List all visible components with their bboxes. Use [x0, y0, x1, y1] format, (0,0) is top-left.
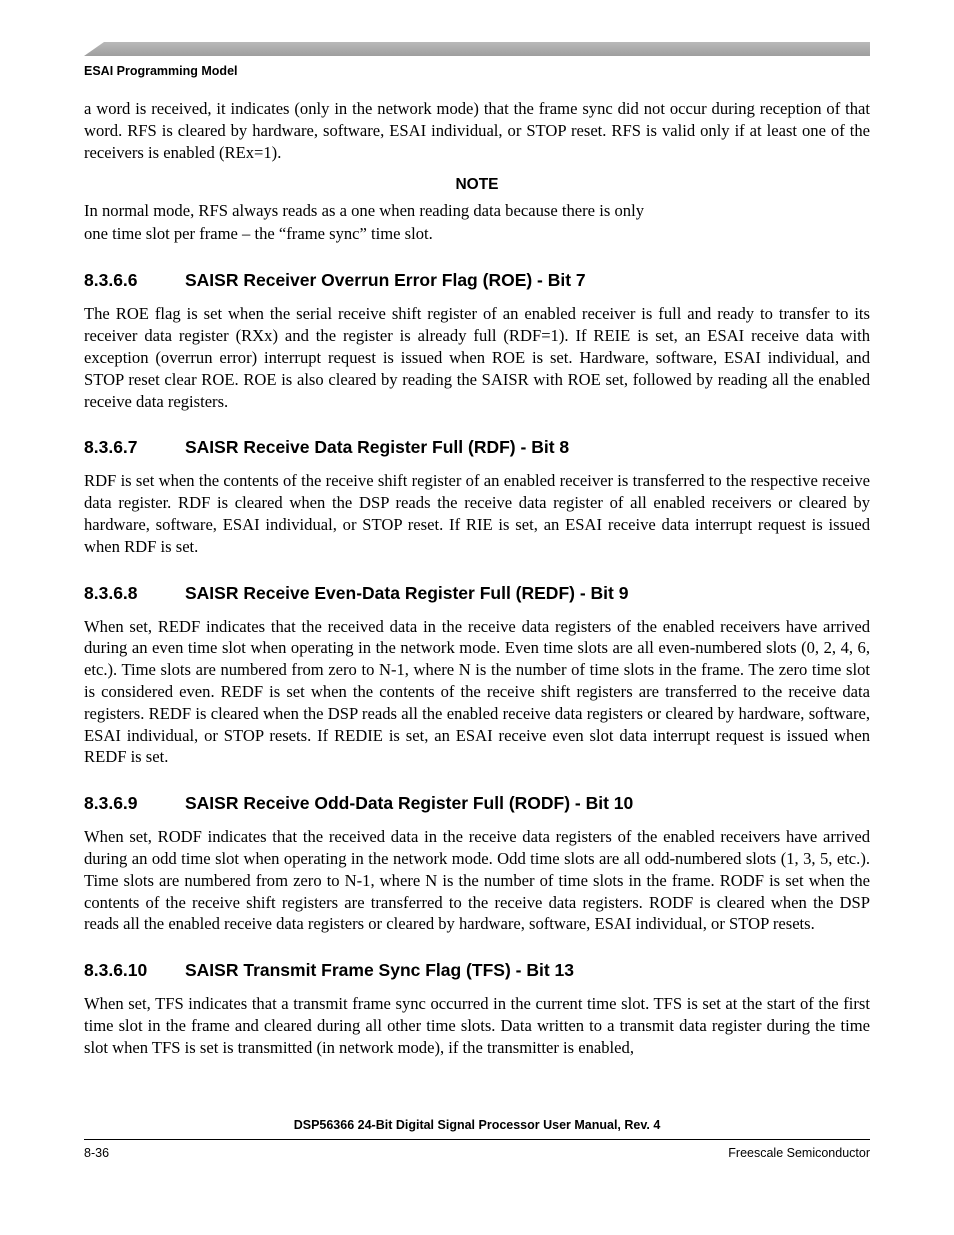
page-content: [84, 98, 870, 1059]
header-bar: [84, 42, 870, 56]
section-heading: [84, 582, 870, 604]
section-number: 8.3.6.9: [84, 793, 138, 814]
section-body: When set, RODF indicates that the received data in the receive data registers of the enabled receivers have arrived during an odd time slot when operating in the network mode. Odd time slots are all odd-numbered slots (1, 3, 5, etc.). Time slots are numbered from zero to N-1, where N is the number of time slots in the frame. RODF is set when the contents of the receive shift registers are transferred to the receive data registers. RODF is cleared when the DSP reads all the enabled receive data registers or cleared by hardware, software, ESAI individual, or STOP resets.: [84, 827, 870, 934]
section-number: 8.3.6.10: [84, 960, 148, 981]
section-heading: [84, 269, 870, 291]
section-heading: [84, 959, 870, 981]
section-title: SAISR Receive Even-Data Register Full (REDF) - Bit 9: [185, 582, 629, 603]
section-title: SAISR Transmit Frame Sync Flag (TFS) - Bit 13: [185, 960, 574, 981]
section-body: When set, TFS indicates that a transmit frame sync occurred in the current time slot. TFS is set at the start of the first time slot in the frame and cleared during all other time slots. Data written to a transmit data register during the time slot when TFS is set is transmitted (in network mode), if the transmitter is enabled,: [84, 994, 870, 1057]
company-name: Freescale Semiconductor: [728, 1146, 870, 1160]
section-number: 8.3.6.8: [84, 582, 138, 603]
section-body: RDF is set when the contents of the receive shift register of an enabled receiver is transferred to the respective receive data register. RDF is cleared when the DSP reads the receive data register of all enabled receivers or cleared by hardware, software, ESAI individual, or STOP reset. If RIE is set, an ESAI receive data interrupt request is issued when RDF is set.: [84, 471, 870, 556]
section-heading: [84, 792, 870, 814]
section-number: 8.3.6.7: [84, 437, 138, 458]
section-heading: [84, 436, 870, 458]
note-title: NOTE: [455, 176, 499, 194]
section-number: 8.3.6.6: [84, 270, 138, 291]
section-body: The ROE flag is set when the serial receive shift register of an enabled receiver is full and ready to transfer to its receiver data register (RXx) and the register is already full (RDF=1). If REIE is set, an ESAI receive data with exception (overrun error) interrupt request is issued when ROE is set. Hardware, software, ESAI individual, and STOP reset clear ROE. ROE is also cleared by reading the SAISR with ROE set, followed by reading all the enabled receive data registers.: [84, 304, 870, 411]
section-title: SAISR Receive Odd-Data Register Full (RODF) - Bit 10: [185, 793, 634, 814]
intro-paragraph: a word is received, it indicates (only in the network mode) that the frame sync did not occur during reception of that word. RFS is cleared by hardware, software, ESAI individual, or STOP reset. RFS is valid only if at least one of the receivers is enabled (REx=1).: [84, 99, 870, 162]
section-title: SAISR Receiver Overrun Error Flag (ROE) - Bit 7: [185, 270, 586, 291]
page-number: 8-36: [84, 1146, 110, 1160]
section-title: SAISR Receive Data Register Full (RDF) - Bit 8: [185, 437, 570, 458]
footer-rule: [84, 1139, 870, 1140]
note-body: In normal mode, RFS always reads as a one when reading data because there is only one time slot per frame – the “frame sync” time slot.: [84, 201, 644, 244]
footer-title: DSP56366 24-Bit Digital Signal Processor User Manual, Rev. 4: [293, 1118, 661, 1132]
section-body: When set, REDF indicates that the received data in the receive data registers of the enabled receivers have arrived during an even time slot when operating in the network mode. Even time slots are all even-numbered slots (0, 2, 4, 6, etc.). Time slots are numbered from zero to N-1, where N is the number of time slots in the frame. The zero time slot is considered even. REDF is set when the contents of the receive shift registers are transferred to the receive data registers. REDF is cleared when the DSP reads all the enabled receive data registers or cleared by hardware, software, ESAI individual, or STOP resets. If REDIE is set, an ESAI receive even slot data interrupt request is issued when REDF is set.: [84, 616, 870, 767]
running-head: ESAI Programming Model: [84, 64, 238, 78]
